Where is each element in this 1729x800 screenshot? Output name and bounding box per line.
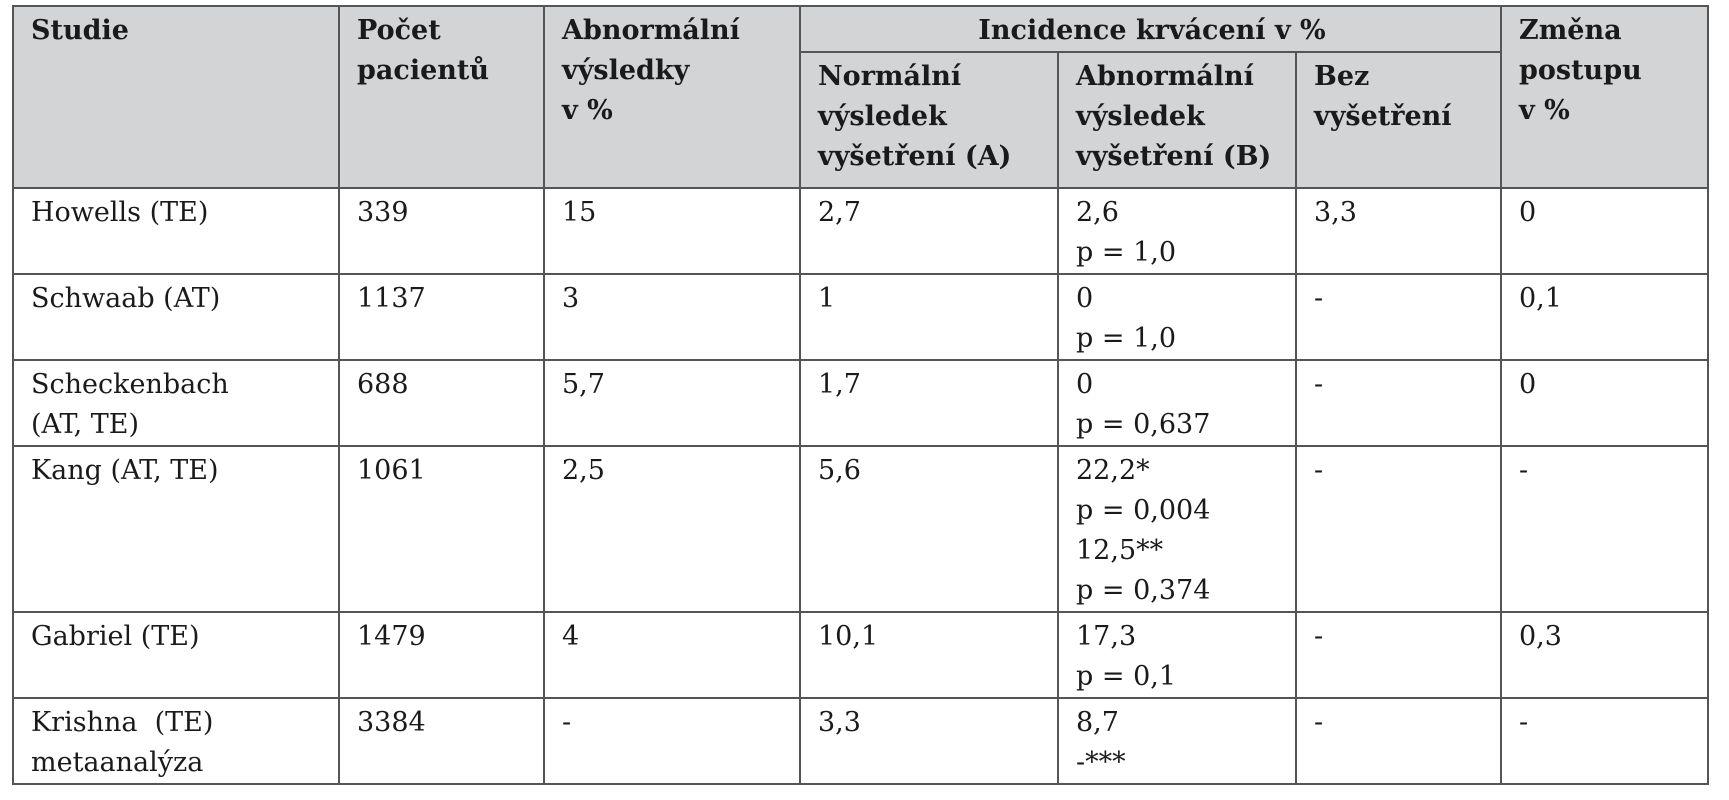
cell-abnormalni-b: 17,3 p = 0,1: [1058, 612, 1296, 698]
cell-studie: Scheckenbach (AT, TE): [13, 360, 339, 446]
cell-abnormalni-b: 2,6 p = 1,0: [1058, 188, 1296, 274]
cell-pocet: 1137: [339, 274, 544, 360]
table-row: [13, 698, 1708, 784]
cell-abnormalni: 2,5: [544, 446, 800, 612]
cell-abnormalni-b: 22,2* p = 0,004 12,5** p = 0,374: [1058, 446, 1296, 612]
cell-pocet: 339: [339, 188, 544, 274]
cell-bez: -: [1296, 698, 1501, 784]
header-bez-vysetreni: Bez vyšetření: [1296, 52, 1501, 188]
header-abnormalni-vysledek: Abnormální výsledek vyšetření (B): [1058, 52, 1296, 188]
bleeding-incidence-table: [12, 5, 1709, 785]
cell-studie: Schwaab (AT): [13, 274, 339, 360]
cell-bez: -: [1296, 360, 1501, 446]
cell-abnormalni: 15: [544, 188, 800, 274]
cell-pocet: 1061: [339, 446, 544, 612]
cell-normalni: 3,3: [800, 698, 1058, 784]
cell-zmena: 0: [1501, 360, 1708, 446]
header-studie: Studie: [13, 6, 339, 188]
cell-abnormalni-b: 8,7 -***: [1058, 698, 1296, 784]
cell-abnormalni-b: 0 p = 1,0: [1058, 274, 1296, 360]
cell-normalni: 10,1: [800, 612, 1058, 698]
header-normalni-vysledek: Normální výsledek vyšetření (A): [800, 52, 1058, 188]
cell-pocet: 688: [339, 360, 544, 446]
cell-abnormalni: 4: [544, 612, 800, 698]
cell-bez: -: [1296, 612, 1501, 698]
table-row: [13, 612, 1708, 698]
cell-normalni: 1: [800, 274, 1058, 360]
cell-pocet: 1479: [339, 612, 544, 698]
cell-zmena: 0,3: [1501, 612, 1708, 698]
cell-abnormalni-b: 0 p = 0,637: [1058, 360, 1296, 446]
cell-studie: Gabriel (TE): [13, 612, 339, 698]
cell-zmena: -: [1501, 446, 1708, 612]
cell-zmena: -: [1501, 698, 1708, 784]
cell-bez: -: [1296, 446, 1501, 612]
cell-bez: -: [1296, 274, 1501, 360]
cell-normalni: 5,6: [800, 446, 1058, 612]
cell-abnormalni: 3: [544, 274, 800, 360]
header-incidence-krvaceni: Incidence krvácení v %: [800, 6, 1501, 52]
header-zmena-postupu: Změna postupu v %: [1501, 6, 1708, 188]
table-row: [13, 188, 1708, 274]
table-row: [13, 446, 1708, 612]
header-pocet-pacientu: Počet pacientů: [339, 6, 544, 188]
cell-pocet: 3384: [339, 698, 544, 784]
table-row: [13, 274, 1708, 360]
cell-studie: Krishna (TE) metaanalýza: [13, 698, 339, 784]
cell-bez: 3,3: [1296, 188, 1501, 274]
cell-zmena: 0,1: [1501, 274, 1708, 360]
cell-studie: Howells (TE): [13, 188, 339, 274]
header-abnormalni-vysledky: Abnormální výsledky v %: [544, 6, 800, 188]
cell-abnormalni: 5,7: [544, 360, 800, 446]
cell-zmena: 0: [1501, 188, 1708, 274]
cell-normalni: 1,7: [800, 360, 1058, 446]
table-row: [13, 360, 1708, 446]
cell-studie: Kang (AT, TE): [13, 446, 339, 612]
cell-abnormalni: -: [544, 698, 800, 784]
header-row-1: [13, 6, 1708, 52]
cell-normalni: 2,7: [800, 188, 1058, 274]
